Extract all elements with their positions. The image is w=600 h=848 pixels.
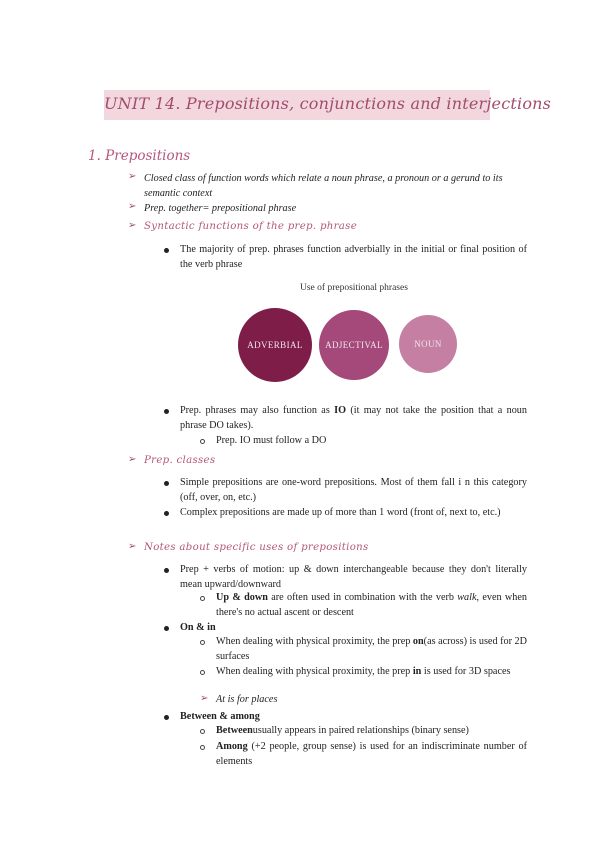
bullet-icon (164, 568, 169, 573)
motion-text: Prep + verbs of motion: up & down interchangeable because they don't literally mean upward/downward (180, 564, 527, 590)
circle-bullet-icon (200, 729, 205, 734)
arrow-bullet-icon: ➢ (128, 541, 137, 552)
syntactic-functions-heading: Syntactic functions of the prep. phrase (144, 221, 358, 232)
simple-prep-text: Simple prepositions are one-word prepositions. Most of them fall i n this category (off, over, on, etc.) (180, 477, 527, 503)
arrow-bullet-icon: ➢ (128, 454, 137, 465)
circle-bullet-icon (200, 640, 205, 645)
diagram-circle-noun (399, 315, 457, 373)
bullet-icon (164, 626, 169, 631)
arrow-bullet-icon: ➢ (128, 201, 137, 212)
io-sub-text: Prep. IO must follow a DO (216, 435, 327, 446)
complex-prep-text: Complex prepositions are made up of more than 1 word (front of, next to, etc.) (180, 507, 501, 518)
notes-heading: Notes about specific uses of prepositions (144, 542, 369, 553)
at-text: At is for places (216, 694, 278, 705)
arrow-bullet-icon: ➢ (128, 171, 137, 182)
on-in-heading: On & in (180, 622, 216, 633)
circle-bullet-icon (200, 596, 205, 601)
section-heading: 1. Prepositions (88, 148, 191, 164)
majority-text: The majority of prep. phrases function adverbially in the initial or final position of the verb phrase (180, 244, 527, 270)
circle-bullet-icon (200, 670, 205, 675)
arrow-bullet-icon: ➢ (200, 693, 209, 704)
between-among-heading: Between & among (180, 711, 260, 722)
prep-phrase-text: Prep. together= prepositional phrase (144, 203, 297, 214)
diagram-circle-adjectival (319, 310, 389, 380)
bullet-icon (164, 248, 169, 253)
on-text: When dealing with physical proximity, the prep on(as across) is used for 2D surfaces (216, 636, 527, 662)
definition-text: Closed class of function words which relate a noun phrase, a pronoun or a gerund to its semantic context (144, 173, 503, 199)
diagram-circle-adverbial (238, 308, 312, 382)
arrow-bullet-icon: ➢ (128, 220, 137, 231)
page-title: UNIT 14. Prepositions, conjunctions and interjections (104, 94, 552, 113)
bullet-icon (164, 409, 169, 414)
diagram-label: ADVERBIAL (247, 340, 303, 350)
title-banner (104, 90, 552, 120)
between-text: Betweenusually appears in paired relationships (binary sense) (216, 725, 469, 736)
io-text: Prep. phrases may also function as IO (it may not take the position that a noun phrase DO takes). (180, 405, 527, 431)
circle-bullet-icon (200, 439, 205, 444)
diagram-title: Use of prepositional phrases (300, 283, 408, 293)
among-text: Among (+2 people, group sense) is used for an indiscriminate number of elements (216, 741, 527, 767)
bullet-icon (164, 481, 169, 486)
circle-bullet-icon (200, 745, 205, 750)
bullet-icon (164, 715, 169, 720)
diagram-label: NOUN (414, 339, 442, 349)
prep-classes-heading: Prep. classes (144, 455, 216, 466)
in-text: When dealing with physical proximity, the prep in is used for 3D spaces (216, 666, 511, 677)
bullet-icon (164, 511, 169, 516)
diagram-label: ADJECTIVAL (325, 340, 383, 350)
updown-text: Up & down are often used in combination with the verb walk, even when there's no actual ascent or descent (216, 592, 527, 618)
